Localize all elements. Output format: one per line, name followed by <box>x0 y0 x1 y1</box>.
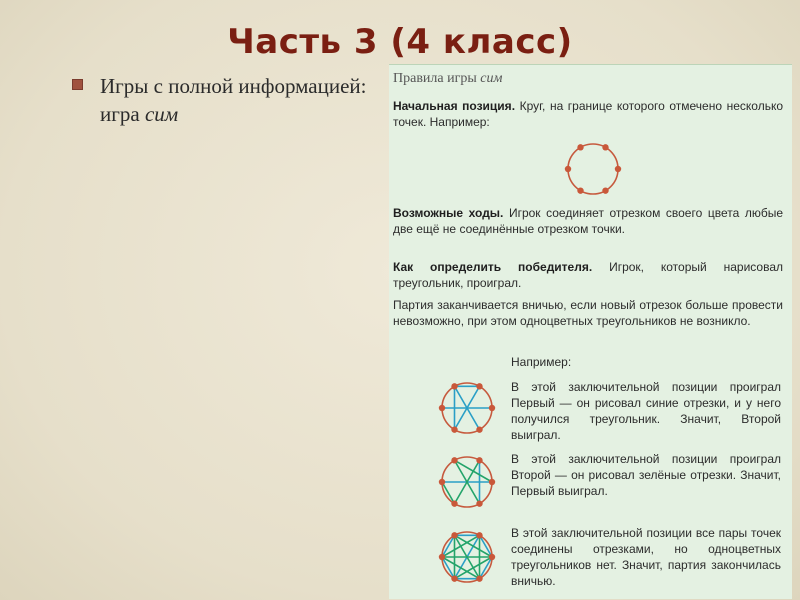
moves-label: Возможные ходы. <box>393 206 504 220</box>
bullet-text-italic: сим <box>144 102 179 126</box>
diagram-point <box>451 532 457 538</box>
draw-paragraph: Партия заканчивается вничью, если новый отрезок больше провести невозможно, при этом одноцветных треугольников не возникло. <box>393 298 783 328</box>
diagram-point <box>451 457 457 463</box>
diagram-point <box>476 500 482 506</box>
diagram-point <box>489 479 495 485</box>
diagram-circle <box>568 144 618 194</box>
winner-paragraph <box>393 259 783 291</box>
slide-title: Часть 3 (4 класс) <box>227 22 573 62</box>
diagram-point <box>577 187 583 193</box>
diagram-point <box>476 457 482 463</box>
example-diagram-2 <box>437 452 497 512</box>
diagram-point <box>602 144 608 150</box>
winner-text: Игрок, который нарисовал треугольник, проиграл. <box>393 260 783 290</box>
example-diagram-3 <box>437 527 497 587</box>
diagram-point <box>476 575 482 581</box>
start-position-label: Начальная позиция. <box>393 99 516 113</box>
moves-text: Игрок соединяет отрезком своего цвета любые две ещё не соединённые отрезком точки. <box>393 206 783 236</box>
example-diagram-1 <box>437 378 497 438</box>
winner-label: Как определить победителя. <box>393 260 593 274</box>
bullet-marker <box>72 79 83 90</box>
diagram-point <box>489 554 495 560</box>
rules-header <box>393 71 502 87</box>
bullet-text-main: Игры с полной информацией: игра <box>100 74 367 126</box>
diagram-point <box>476 383 482 389</box>
diagram-point <box>489 405 495 411</box>
diagram-point <box>602 187 608 193</box>
example-label: Например: <box>511 355 572 369</box>
diagram-point <box>615 166 621 172</box>
rules-header-italic: сим <box>480 71 503 86</box>
moves-paragraph <box>393 205 783 237</box>
diagram-point <box>439 405 445 411</box>
start-position-text: Круг, на границе которого отмечено несколько точек. Например: <box>393 99 784 129</box>
diagram-point <box>476 426 482 432</box>
example-3-text: В этой заключительной позиции все пары точек соединены отрезками, но одноцветных треугольников нет. Значит, партия закончилась вничью. <box>511 526 781 588</box>
bullet-item <box>72 72 372 128</box>
diagram-point <box>451 426 457 432</box>
example-2-text: В этой заключительной позиции проиграл Второй — он рисовал зелёные отрезки. Значит, Первый выиграл. <box>511 452 781 498</box>
rules-header-main: Правила игры <box>393 71 481 86</box>
bullet-text <box>100 72 372 128</box>
diagram-point <box>451 575 457 581</box>
diagram-point <box>451 383 457 389</box>
diagram-point <box>565 166 571 172</box>
rules-panel <box>389 64 792 599</box>
diagram-point <box>439 554 445 560</box>
diagram-point <box>577 144 583 150</box>
diagram-point <box>439 479 445 485</box>
initial-circle-diagram <box>563 139 623 199</box>
diagram-point <box>451 500 457 506</box>
start-position-paragraph <box>393 98 783 130</box>
example-1-text: В этой заключительной позиции проиграл Первый — он рисовал синие отрезки, и у него получился треугольник. Значит, Второй выиграл. <box>511 380 781 442</box>
diagram-point <box>476 532 482 538</box>
